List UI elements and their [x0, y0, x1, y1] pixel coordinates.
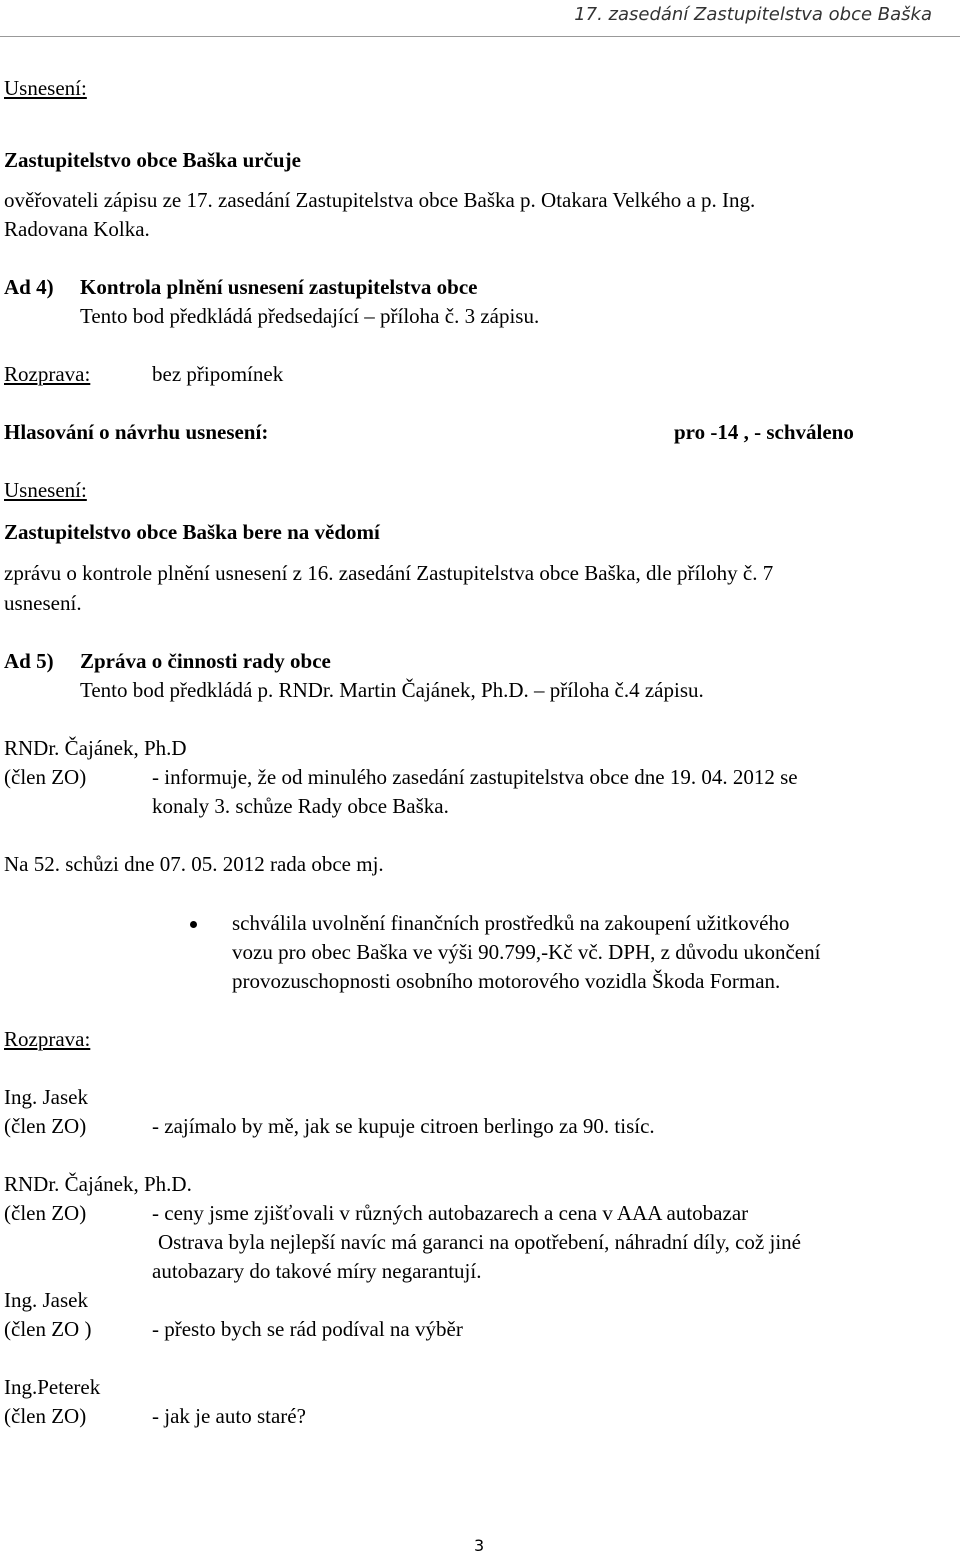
resolution-text-line1: ověřovateli zápisu ze 17. zasedání Zastupitelstva obce Baška p. Otakara Velkého a p. Ing. — [4, 188, 756, 212]
bullet-line1: schválila uvolnění finančních prostředků na zakoupení užitkového — [232, 911, 790, 935]
d4-role: (člen ZO) — [4, 1404, 87, 1428]
item4-resolution-line1: zprávu o kontrole plnění usnesení z 16. zasedání Zastupitelstva obce Baška, dle přílohy č. 7 — [4, 561, 774, 585]
item4-resolution-label: Usnesení: — [4, 478, 87, 502]
page-number: 3 — [474, 1536, 485, 1555]
speaker1-role: (člen ZO) — [4, 765, 87, 789]
d3-role: (člen ZO ) — [4, 1317, 92, 1341]
bullet-dot — [190, 921, 197, 928]
item4-vote-label: Hlasování o návrhu usnesení: — [4, 420, 269, 444]
resolution-text-line2: Radovana Kolka. — [4, 217, 150, 241]
d1-role: (člen ZO) — [4, 1114, 87, 1138]
item4-discussion-label: Rozprava: — [4, 362, 91, 386]
item4-resolution-heading: Zastupitelstvo obce Baška bere na vědomí — [4, 520, 380, 544]
speaker1-name: RNDr. Čajánek, Ph.D — [4, 736, 187, 760]
d3-name: Ing. Jasek — [4, 1288, 88, 1312]
item4-title: Kontrola plnění usnesení zastupitelstva obce — [80, 275, 478, 299]
d4-name: Ing.Peterek — [4, 1375, 101, 1399]
item5-discussion-label: Rozprava: — [4, 1027, 91, 1051]
d3-text: - přesto bych se rád podíval na výběr — [152, 1317, 463, 1341]
item4-resolution-line2: usnesení. — [4, 591, 82, 615]
item4-vote-result: pro -14 , - schváleno — [674, 420, 854, 444]
item5-subtitle: Tento bod předkládá p. RNDr. Martin Čajánek, Ph.D. – příloha č.4 zápisu. — [80, 678, 704, 702]
resolution-label: Usnesení: — [4, 76, 87, 100]
page-header-title: 17. zasedání Zastupitelstva obce Baška — [574, 4, 932, 25]
item4-subtitle: Tento bod předkládá předsedající – příloha č. 3 zápisu. — [80, 304, 540, 328]
d4-text: - jak je auto staré? — [152, 1404, 306, 1428]
bullet-line3: provozuschopnosti osobního motorového vozidla Škoda Forman. — [232, 969, 781, 993]
item5-number: Ad 5) — [4, 649, 54, 673]
meeting-line: Na 52. schůzi dne 07. 05. 2012 rada obce mj. — [4, 852, 384, 876]
bullet-line2: vozu pro obec Baška ve výši 90.799,-Kč vč. DPH, z důvodu ukončení — [232, 940, 821, 964]
item5-title: Zpráva o činnosti rady obce — [80, 649, 331, 673]
item4-number: Ad 4) — [4, 275, 54, 299]
header-divider — [0, 36, 960, 37]
d1-name: Ing. Jasek — [4, 1085, 88, 1109]
d2-line3: autobazary do takové míry negarantují. — [152, 1259, 482, 1283]
item4-discussion-value: bez připomínek — [152, 362, 284, 386]
d2-line2: Ostrava byla nejlepší navíc má garanci na opotřebení, náhradní díly, což jiné — [158, 1230, 801, 1254]
resolution-heading: Zastupitelstvo obce Baška určuje — [4, 148, 301, 172]
d2-role: (člen ZO) — [4, 1201, 87, 1225]
d1-text: - zajímalo by mě, jak se kupuje citroen berlingo za 90. tisíc. — [152, 1114, 655, 1138]
speaker1-line1: - informuje, že od minulého zasedání zastupitelstva obce dne 19. 04. 2012 se — [152, 765, 798, 789]
speaker1-line2: konaly 3. schůze Rady obce Baška. — [152, 794, 449, 818]
d2-name: RNDr. Čajánek, Ph.D. — [4, 1172, 192, 1196]
d2-line1: - ceny jsme zjišťovali v různých autobazarech a cena v AAA autobazar — [152, 1201, 749, 1225]
